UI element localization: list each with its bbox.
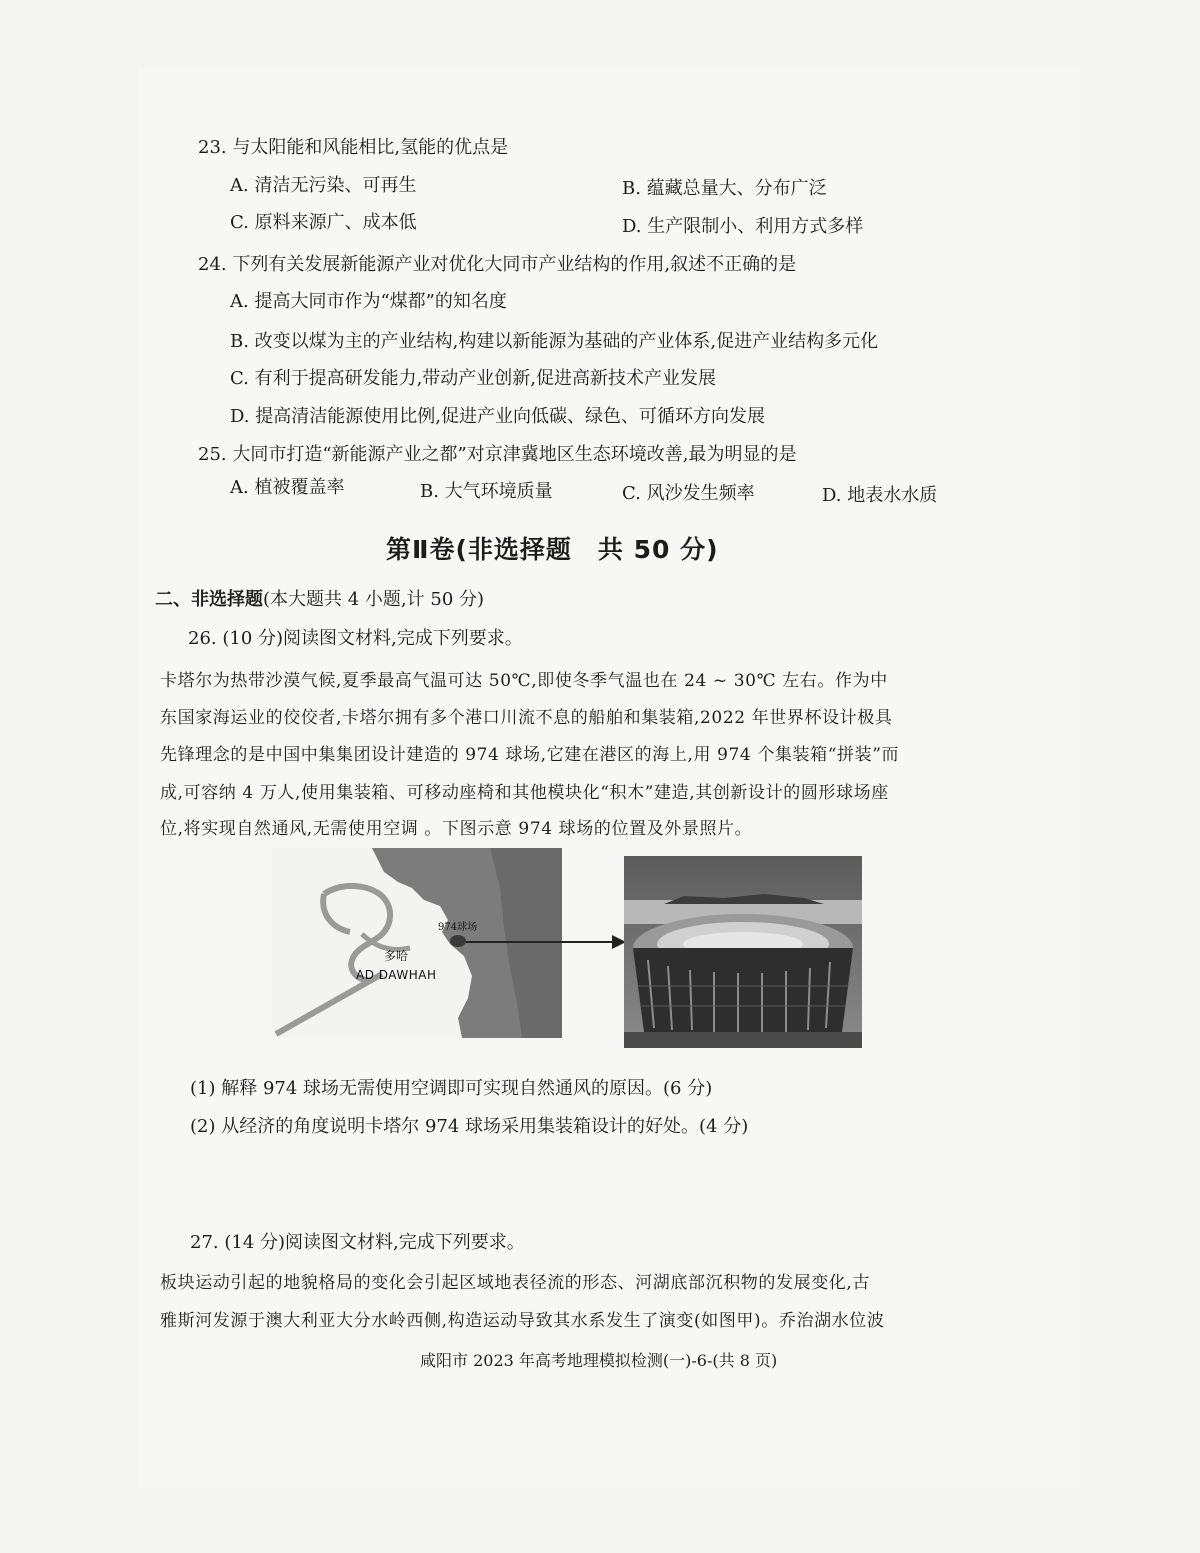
map-label-city-en: AD DAWHAH [356, 968, 437, 982]
section-heading [155, 585, 484, 611]
question-26-text-line-5: 位,将实现自然通风,无需使用空调 。下图示意 974 球场的位置及外景照片。 [160, 819, 753, 839]
question-26-text-line-4: 成,可容纳 4 万人,使用集装箱、可移动座椅和其他模块化“积木”建造,其创新设计的圆形球场座 [160, 783, 889, 803]
question-23-option-c: C. 原料来源广、成本低 [230, 212, 417, 233]
question-25-option-c: C. 风沙发生频率 [622, 483, 755, 504]
map-label-stadium: 974球场 [438, 922, 478, 933]
map-label-city-cn: 多哈 [384, 949, 409, 963]
question-23-option-a: A. 清洁无污染、可再生 [230, 175, 417, 196]
question-24-option-c: C. 有利于提高研发能力,带动产业创新,促进高新技术产业发展 [230, 368, 717, 389]
section-heading-note: (本大题共 4 小题,计 50 分) [263, 589, 485, 610]
question-25-option-a: A. 植被覆盖率 [230, 477, 345, 498]
question-27-text-line-2: 雅斯河发源于澳大利亚大分水岭西侧,构造运动导致其水系发生了演变(如图甲)。乔治湖水位波 [160, 1311, 885, 1331]
question-24-option-b: B. 改变以煤为主的产业结构,构建以新能源为基础的产业体系,促进产业结构多元化 [230, 331, 879, 352]
pointer-arrow-icon [466, 932, 626, 952]
question-26-text-line-2: 东国家海运业的佼佼者,卡塔尔拥有多个港口川流不息的船舶和集装箱,2022 年世界杯设计极具 [160, 708, 893, 728]
question-23-option-b: B. 蕴藏总量大、分布广泛 [622, 178, 827, 199]
question-26-stem: 26. (10 分)阅读图文材料,完成下列要求。 [188, 628, 523, 649]
question-24-option-a: A. 提高大同市作为“煤都”的知名度 [230, 291, 507, 312]
section-title: 第Ⅱ卷(非选择题 共 50 分) [386, 535, 719, 564]
question-26-sub-1: (1) 解释 974 球场无需使用空调即可实现自然通风的原因。(6 分) [190, 1078, 713, 1099]
stadium-photo [624, 856, 862, 1048]
section-heading-label: 二、非选择题 [155, 589, 263, 610]
question-25-stem: 25. 大同市打造“新能源产业之都”对京津冀地区生态环境改善,最为明显的是 [198, 444, 797, 465]
question-27-text-line-1: 板块运动引起的地貌格局的变化会引起区域地表径流的形态、河湖底部沉积物的发展变化,古 [160, 1273, 871, 1293]
stadium-marker-icon [450, 935, 466, 947]
question-27-stem: 27. (14 分)阅读图文材料,完成下列要求。 [190, 1232, 525, 1253]
question-24-option-d: D. 提高清洁能源使用比例,促进产业向低碳、绿色、可循环方向发展 [230, 406, 765, 427]
question-23-stem: 23. 与太阳能和风能相比,氢能的优点是 [198, 137, 509, 158]
page-footer: 咸阳市 2023 年高考地理模拟检测(一)-6-(共 8 页) [420, 1351, 778, 1370]
question-26-text-line-3: 先锋理念的是中国中集集团设计建造的 974 球场,它建在港区的海上,用 974 个集装箱“拼装”而 [160, 745, 900, 765]
question-23-option-d: D. 生产限制小、利用方式多样 [622, 216, 864, 237]
question-26-sub-2: (2) 从经济的角度说明卡塔尔 974 球场采用集装箱设计的好处。(4 分) [190, 1116, 749, 1137]
question-26-text-line-1: 卡塔尔为热带沙漠气候,夏季最高气温可达 50℃,即使冬季气温也在 24 ~ 30℃ 左右。作为中 [160, 671, 888, 691]
question-25-option-b: B. 大气环境质量 [420, 481, 553, 502]
question-24-stem: 24. 下列有关发展新能源产业对优化大同市产业结构的作用,叙述不正确的是 [198, 254, 797, 275]
question-25-option-d: D. 地表水水质 [822, 485, 938, 506]
